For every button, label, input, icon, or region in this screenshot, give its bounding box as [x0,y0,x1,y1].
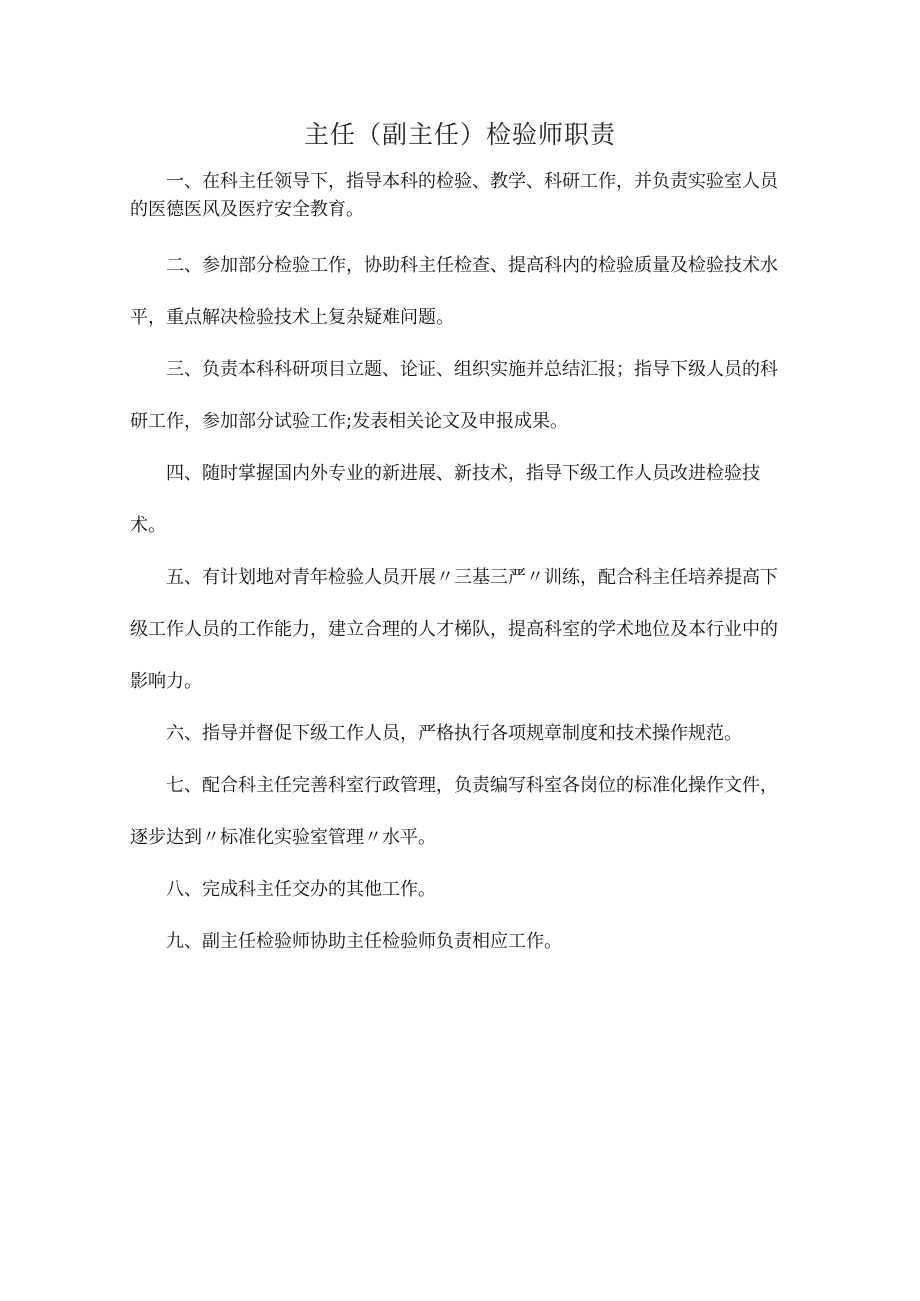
duty-paragraph-7: 七、配合科主任完善科室行政管理，负责编写科室各岗位的标准化操作文件，逐步达到〃标准化实验室管理〃水平。 [130,775,778,848]
duty-paragraph-6: 六、指导并督促下级工作人员，严格执行各项规章制度和技术操作规范。 [166,723,742,744]
duty-paragraph-2: 二、参加部分检验工作，协助科主任检查、提高科内的检验质量及检验技术水平，重点解决检验技术上复杂疑难问题。 [130,255,778,328]
duty-paragraph-9: 九、副主任检验师协助主任检验师负责相应工作。 [166,931,562,952]
document-body [130,168,780,968]
page-title: 主任（副主任）检验师职责 [303,120,616,149]
duty-paragraph-1: 一、在科主任领导下，指导本科的检验、教学、科研工作，并负责实验室人员的医德医风及医疗安全教育。 [130,171,778,220]
duty-paragraph-4: 四、随时掌握国内外专业的新进展、新技术，指导下级工作人员改进检验技术。 [130,463,760,536]
duty-paragraph-8: 八、完成科主任交办的其他工作。 [166,879,436,900]
duty-paragraph-3: 三、负责本科科研项目立题、论证、组织实施并总结汇报；指导下级人员的科研工作，参加部分试验工作;发表相关论文及申报成果。 [130,359,778,432]
duty-paragraph-5: 五、有计划地对青年检验人员开展〃三基三严〃训练，配合科主任培养提高下级工作人员的工作能力，建立合理的人才梯队，提高科室的学术地位及本行业中的影响力。 [130,567,778,692]
